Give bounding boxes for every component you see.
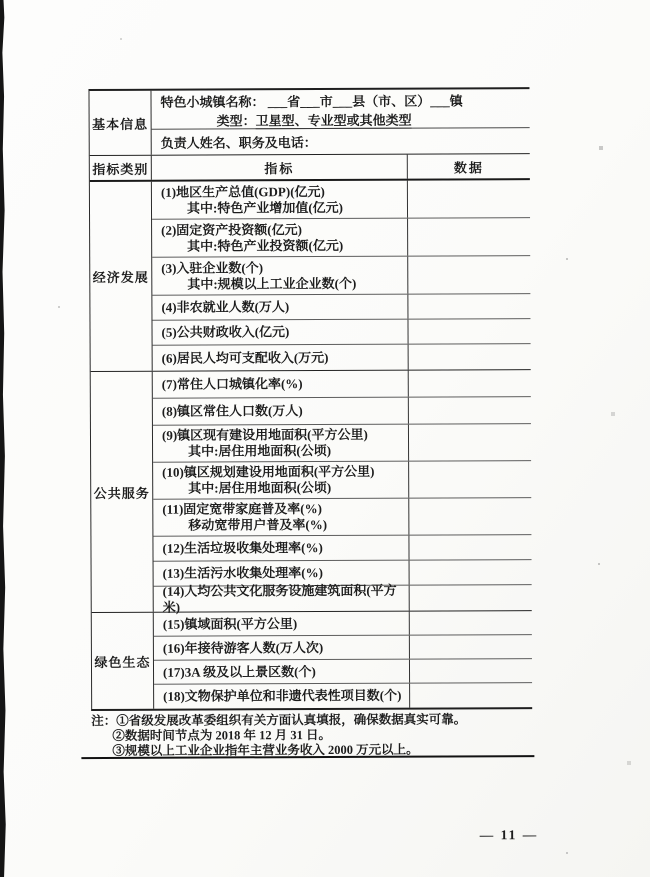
indicator-label: (1)地区生产总值(GDP)(亿元) <box>160 183 325 200</box>
town-name-type-cell <box>151 89 529 130</box>
town-type-options: 卫星型、专业型或其他类型 <box>255 112 412 128</box>
data-cell <box>409 461 531 498</box>
data-cell <box>408 319 530 344</box>
indicator-label: (4)非农就业人数(万人) <box>161 299 290 315</box>
data-cell <box>410 683 532 708</box>
indicator-row <box>153 424 531 463</box>
indicator-row <box>154 582 532 615</box>
indicator-subline: 其中:特色产业投资额(亿元) <box>187 237 344 254</box>
basic-info-fields <box>151 89 529 155</box>
section-label: 公共服务 <box>91 372 154 612</box>
section-economic-development <box>90 180 531 372</box>
section-label: 绿色生态 <box>92 613 154 709</box>
indicator-label: (9)镇区现有建设用地面积(平方公里) <box>161 426 368 443</box>
data-cell <box>410 585 532 611</box>
indicator-row <box>152 180 530 220</box>
town-type-prefix: 类型： <box>216 112 256 128</box>
indicator-row <box>154 659 532 685</box>
section-green-ecology <box>92 611 532 709</box>
data-cell <box>409 424 531 461</box>
indicator-label: (13)生活污水收集处理率(%) <box>162 565 323 581</box>
indicator-subline: 其中:居住用地面积(公顷) <box>188 479 332 496</box>
indicator-label: (17)3A 级及以上景区数(个) <box>162 663 316 680</box>
data-cell <box>410 560 532 585</box>
data-cell <box>408 218 530 256</box>
form-table <box>88 87 532 711</box>
indicator-label: (12)生活垃圾收集处理率(%) <box>162 540 323 556</box>
footnote-text: ①省级发展改革委组织有关方面认真填报，确保数据真实可靠。 <box>116 712 467 728</box>
data-cell <box>408 180 530 218</box>
data-cell <box>408 256 530 294</box>
basic-info-label: 基本信息 <box>89 91 151 155</box>
indicator-label: (11)固定宽带家庭普及率(%) <box>162 501 322 517</box>
footnote-line: ②数据时间节点为 2018 年 12 月 31 日。 <box>112 727 332 743</box>
data-cell <box>408 294 530 319</box>
indicator-label: (5)公共财政收入(亿元) <box>161 324 290 340</box>
indicator-label: (2)固定资产投资额(亿元) <box>161 221 302 238</box>
section-public-services <box>91 370 532 613</box>
table-header-row <box>90 154 530 182</box>
indicator-label: (16)年接待游客人数(万人次) <box>162 639 324 656</box>
indicator-label: (14)人均公共文化服务设施建筑面积(平方米) <box>162 582 397 615</box>
footnotes <box>91 712 546 759</box>
indicator-row <box>153 370 531 399</box>
footnote-label: 注： <box>91 713 117 729</box>
section-rows <box>154 611 532 709</box>
indicator-row <box>153 535 531 562</box>
indicator-label: (18)文物保护单位和非遗代表性项目数(个) <box>163 687 402 704</box>
data-cell <box>409 498 531 535</box>
indicator-label: (8)镇区常住人口数(万人) <box>161 403 303 419</box>
page-number: — 11 — <box>479 827 539 843</box>
data-cell <box>410 635 532 659</box>
footnote-line: ③规模以上工业企业指年主营业务收入 2000 万元以上。 <box>112 742 419 758</box>
header-category: 指标类别 <box>90 156 152 180</box>
indicator-subline: 其中:特色产业增加值(亿元) <box>186 199 344 216</box>
section-rows <box>152 180 531 371</box>
section-label: 经济发展 <box>90 182 153 371</box>
data-cell <box>409 344 531 370</box>
header-indicator: 指标 <box>152 155 408 180</box>
data-cell <box>410 659 532 683</box>
indicator-row <box>152 294 530 321</box>
indicator-label: (7)常住人口城镇化率(%) <box>161 376 303 392</box>
indicator-row <box>152 256 530 296</box>
indicator-subline: 移动宽带用户普及率(%) <box>188 516 328 533</box>
indicator-row <box>154 635 532 661</box>
header-data: 数据 <box>453 159 484 175</box>
indicator-label: (6)居民人均可支配收入(万元) <box>161 349 329 366</box>
indicator-subline: 其中:规模以上工业企业数(个) <box>187 275 357 292</box>
indicator-label: (3)入驻企业数(个) <box>161 259 264 276</box>
town-type-line <box>161 109 526 130</box>
data-cell <box>409 397 531 424</box>
indicator-row <box>153 344 531 371</box>
indicator-row <box>152 218 530 258</box>
indicator-row <box>154 611 532 637</box>
indicator-label: (15)镇域面积(平方公里) <box>162 615 298 632</box>
indicator-row <box>153 397 531 426</box>
indicator-subline: 其中:居住用地面积(公顷) <box>188 442 332 459</box>
indicator-row <box>152 319 530 346</box>
town-name-line: 特色小城镇名称： ___省___市___县（市、区）___镇 <box>160 92 463 110</box>
basic-info-block <box>89 89 529 156</box>
indicator-row <box>153 461 531 500</box>
contact-line: 负责人姓名、职务及电话： <box>160 135 317 151</box>
section-rows <box>153 370 532 615</box>
data-cell <box>409 370 531 397</box>
data-cell <box>409 535 531 560</box>
indicator-label: (10)镇区规划建设用地面积(平方公里) <box>162 463 375 480</box>
contact-cell <box>152 128 530 155</box>
data-cell <box>410 611 532 635</box>
indicator-row <box>154 683 532 709</box>
indicator-row <box>153 498 531 537</box>
